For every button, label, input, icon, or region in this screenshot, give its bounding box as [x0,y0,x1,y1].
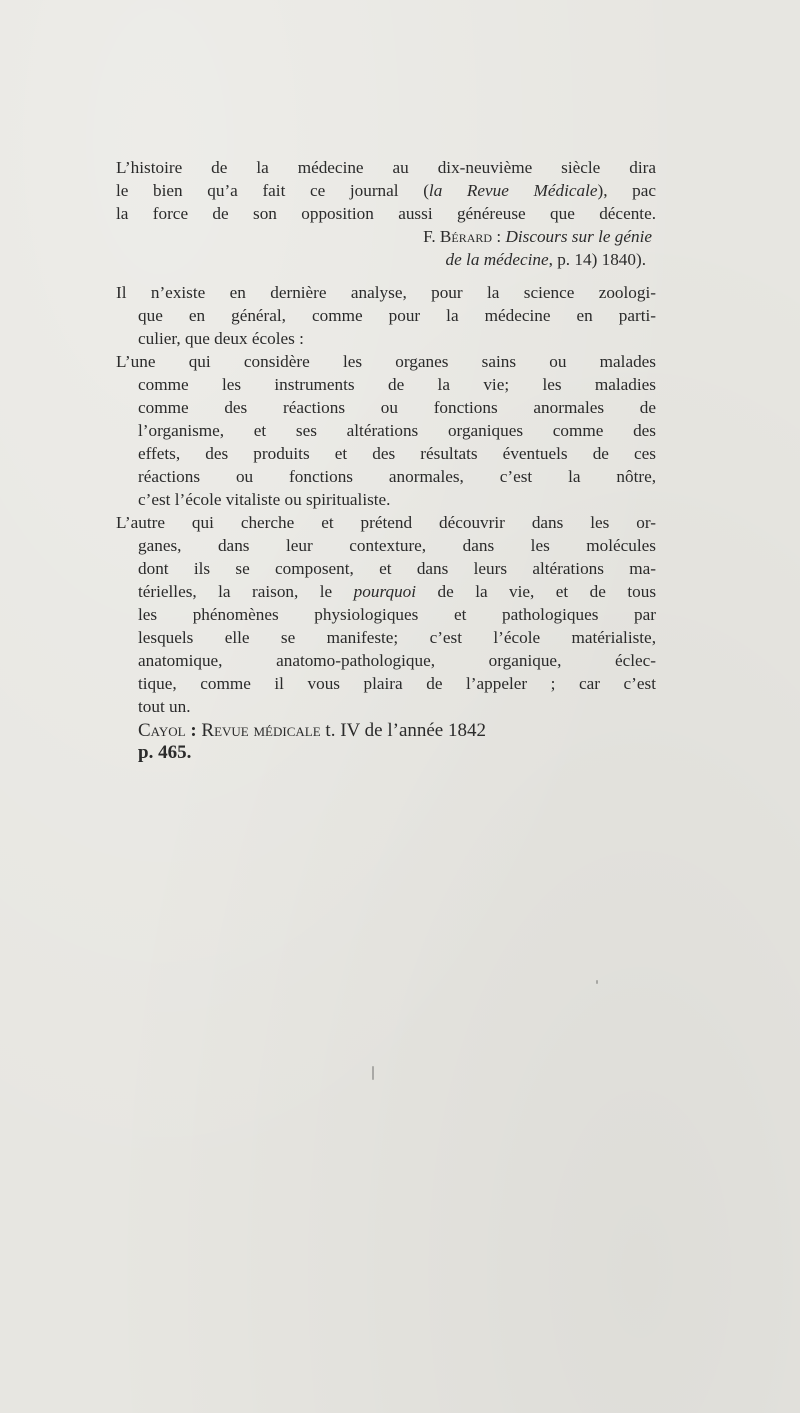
paragraph-line: tout un. [138,697,191,716]
paragraph-intro [116,281,656,350]
paragraph-line: lesquels elle se manifeste; c’est l’école matérialiste, [138,628,656,647]
citation-line [116,720,656,742]
citation-volume: t. IV de l’année 1842 [320,720,486,741]
work-title-cont: de la médecine [445,250,549,269]
paragraph-line: culier, que deux écoles : [138,329,304,348]
paragraph-line: anatomique, anatomo-pathologique, organique, éclec- [138,651,656,670]
paragraph-line: dont ils se composent, et dans leurs altérations ma- [138,559,656,578]
paragraph-line: comme des réactions ou fonctions anormales de [138,398,656,417]
citation-author: Cayol [138,720,186,741]
quote-line: L’histoire de la médecine au dix-neuvième siècle dira [116,158,656,177]
citation-separator: : [185,720,202,741]
paragraph-line: réactions ou fonctions anormales, c’est la nôtre, [138,467,656,486]
journal-title: la Revue Médicale [428,181,598,200]
separator: : [492,227,506,246]
citation-page: p. 465. [138,742,192,763]
work-title: Discours sur le génie [505,227,652,246]
paragraph-line: L’autre qui cherche et prétend découvrir dans les or- [116,513,656,532]
ink-speck [372,1066,374,1080]
paragraph-line: L’une qui considère les organes sains ou malades [116,352,656,371]
quote-line [116,179,656,202]
citation-journal: Revue médicale [201,720,321,741]
quote-text: le bien qu’a fait ce journal ( [116,181,429,200]
quote-attribution [116,225,656,248]
paragraph-line: les phénomènes physiologiques et pathologiques par [138,605,656,624]
paragraph-line: que en général, comme pour la médecine en parti- [138,306,656,325]
source-citation [116,720,656,764]
author-initial: F. [423,227,440,246]
paragraph-line: effets, des produits et des résultats éventuels de ces [138,444,656,463]
paragraph-text: térielles, la raison, le [138,582,354,601]
text-block [116,156,656,764]
paragraph-line: c’est l’école vitaliste ou spiritualiste. [138,490,391,509]
paragraph-line: comme les instruments de la vie; les maladies [138,375,656,394]
emphasis-word: pourquoi [353,582,417,601]
paragraph-line: tique, comme il vous plaira de l’appeler ; car c’est [138,674,656,693]
paragraph-line: l’organisme, et ses altérations organiques comme des [138,421,656,440]
work-ref: , p. 14) 1840). [548,250,646,269]
paragraph-vitalist [116,350,656,511]
epigraph-quote [116,156,656,271]
paragraph-line [116,580,656,603]
paragraph-text: de la vie, et de tous [416,582,657,601]
paragraph-line: ganes, dans leur contexture, dans les molécules [138,536,656,555]
paragraph-line: Il n’existe en dernière analyse, pour la science zoologi- [116,283,656,302]
author-name: Bérard [439,227,493,246]
quote-text: ), pac [597,181,656,200]
ink-speck [596,980,598,984]
quote-line: la force de son opposition aussi généreuse que décente. [116,204,656,223]
paragraph-materialist [116,511,656,718]
quote-attribution-2 [116,248,656,271]
